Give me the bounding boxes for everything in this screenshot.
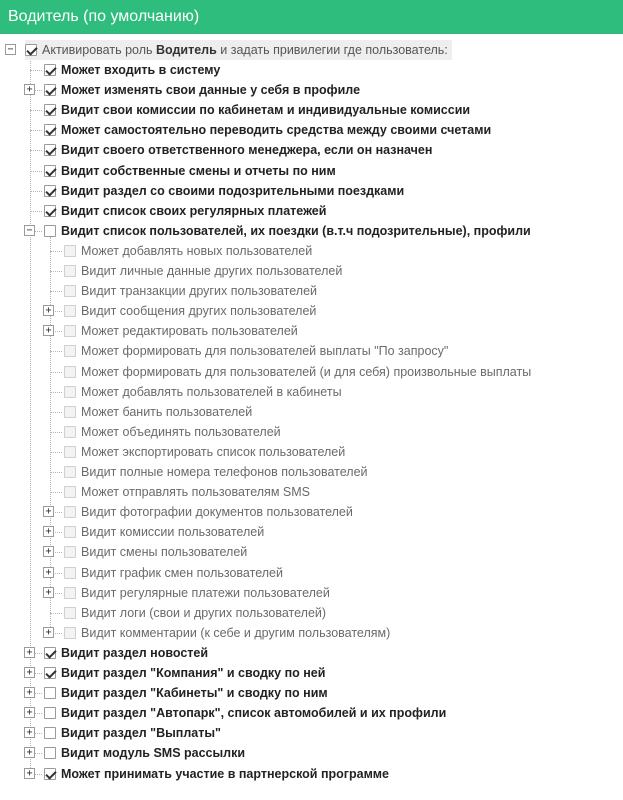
- permission-checkbox: [64, 305, 76, 317]
- permission-checkbox[interactable]: [44, 707, 56, 719]
- permission-row[interactable]: [44, 161, 336, 181]
- permission-checkbox: [64, 446, 76, 458]
- root-checkbox[interactable]: [25, 44, 37, 56]
- permission-checkbox: [64, 466, 76, 478]
- permission-label: Видит личные данные других пользователей: [81, 264, 343, 278]
- tree-connector: [50, 251, 62, 252]
- tree-connector: [30, 130, 42, 131]
- sub-permission-row[interactable]: [64, 522, 264, 542]
- tree-connector: [30, 191, 42, 192]
- permission-label: Видит раздел "Кабинеты" и сводку по ним: [61, 686, 328, 701]
- tree-connector: [30, 110, 42, 111]
- permission-row[interactable]: [44, 221, 531, 241]
- tree-connector: [30, 150, 42, 151]
- tree-connector: [50, 613, 62, 614]
- tree-connector: [50, 271, 62, 272]
- sub-permission-row[interactable]: [64, 462, 368, 482]
- sub-permission-row[interactable]: [64, 241, 312, 261]
- permission-checkbox: [64, 325, 76, 337]
- sub-permission-row[interactable]: [64, 402, 252, 422]
- expand-toggle-icon[interactable]: +: [43, 506, 54, 517]
- permission-checkbox: [64, 526, 76, 538]
- permission-checkbox: [64, 285, 76, 297]
- root-permission-row[interactable]: [25, 40, 452, 60]
- expand-toggle-icon[interactable]: +: [43, 546, 54, 557]
- permission-label: Может принимать участие в партнерской программе: [61, 766, 390, 781]
- permission-row[interactable]: [44, 80, 360, 100]
- permission-label: Видит раздел новостей: [61, 645, 209, 660]
- permission-row[interactable]: [44, 723, 221, 743]
- permission-checkbox: [64, 567, 76, 579]
- permission-label: Видит свои комиссии по кабинетам и индивидуальные комиссии: [61, 103, 471, 118]
- page-title: Водитель (по умолчанию): [8, 8, 200, 25]
- sub-permission-row[interactable]: [64, 502, 353, 522]
- permission-label: Видит транзакции других пользователей: [81, 284, 318, 299]
- permission-checkbox[interactable]: [44, 165, 56, 177]
- sub-permission-row[interactable]: [64, 623, 390, 643]
- permission-row[interactable]: [44, 683, 328, 703]
- expand-toggle-icon[interactable]: +: [43, 305, 54, 316]
- permission-label: Видит полные номера телефонов пользователей: [81, 465, 368, 479]
- permission-label: Может отправлять пользователям SMS: [81, 485, 310, 500]
- permission-row[interactable]: [44, 120, 491, 140]
- expand-toggle-icon[interactable]: +: [24, 768, 35, 779]
- permission-checkbox: [64, 386, 76, 398]
- permission-label: Видит регулярные платежи пользователей: [81, 585, 330, 600]
- tree-connector: [30, 171, 42, 172]
- tree-connector: [30, 70, 42, 71]
- expand-toggle-icon[interactable]: +: [43, 526, 54, 537]
- expand-toggle-icon[interactable]: +: [24, 727, 35, 738]
- tree-connector: [50, 452, 62, 453]
- permission-checkbox[interactable]: [44, 667, 56, 679]
- permission-checkbox[interactable]: [44, 64, 56, 76]
- permission-label: Видит комиссии пользователей: [81, 525, 265, 540]
- sub-permission-row[interactable]: [64, 482, 310, 502]
- permission-label: Может банить пользователей: [81, 404, 253, 419]
- permission-checkbox[interactable]: [44, 747, 56, 759]
- permission-label: Видит список пользователей, их поездки (в.т.ч подозрительные), профили: [61, 223, 531, 238]
- permission-row[interactable]: [44, 100, 470, 120]
- tree-connector: [50, 432, 62, 433]
- tree-connector: [50, 412, 62, 413]
- permission-checkbox[interactable]: [44, 727, 56, 739]
- permission-checkbox[interactable]: [44, 124, 56, 136]
- permission-checkbox: [64, 245, 76, 257]
- permission-checkbox: [64, 587, 76, 599]
- permission-label: Может экспортировать список пользователей: [81, 444, 346, 459]
- sub-permission-row[interactable]: [64, 442, 345, 462]
- permission-row[interactable]: [44, 140, 432, 160]
- expand-toggle-icon[interactable]: +: [24, 84, 35, 95]
- expand-toggle-icon[interactable]: +: [43, 325, 54, 336]
- permission-label: Видит смены пользователей: [81, 545, 248, 560]
- permission-label: Может изменять свои данные у себя в профиле: [61, 83, 361, 98]
- expand-toggle-icon[interactable]: +: [43, 567, 54, 578]
- permission-checkbox: [64, 345, 76, 357]
- permission-label: Видит раздел со своими подозрительными поездками: [61, 183, 405, 198]
- permission-label: Может входить в систему: [61, 63, 221, 77]
- collapse-root-toggle[interactable]: −: [5, 44, 16, 55]
- sub-permission-row[interactable]: [64, 422, 281, 442]
- sub-permission-row[interactable]: [64, 341, 448, 361]
- permission-row[interactable]: [44, 181, 404, 201]
- permission-label: Видит фотографии документов пользователей: [81, 505, 353, 520]
- sub-permission-row[interactable]: [64, 382, 342, 402]
- expand-toggle-icon[interactable]: +: [43, 587, 54, 598]
- sub-permission-row[interactable]: [64, 362, 531, 382]
- sub-permission-row[interactable]: [64, 281, 317, 301]
- permission-row[interactable]: [44, 60, 220, 80]
- permission-label: Видит собственные смены и отчеты по ним: [61, 163, 336, 178]
- permission-checkbox[interactable]: [44, 768, 56, 780]
- sub-permission-row[interactable]: [64, 563, 283, 583]
- root-label: Активировать роль Водитель и задать привилегии где пользователь:: [42, 43, 448, 57]
- permission-row[interactable]: [44, 201, 326, 221]
- expand-toggle-icon[interactable]: +: [24, 707, 35, 718]
- permission-label: Может редактировать пользователей: [81, 324, 298, 339]
- permission-checkbox[interactable]: [44, 205, 56, 217]
- permission-label: Может добавлять новых пользователей: [81, 243, 313, 258]
- permission-checkbox: [64, 546, 76, 558]
- permission-checkbox[interactable]: [44, 185, 56, 197]
- tree-connector: [50, 492, 62, 493]
- permission-label: Может добавлять пользователей в кабинеты: [81, 384, 342, 399]
- permission-checkbox: [64, 426, 76, 438]
- sub-permission-row[interactable]: [64, 261, 342, 281]
- expand-toggle-icon[interactable]: +: [24, 667, 35, 678]
- permission-label: Может формировать для пользователей (и для себя) произвольные выплаты: [81, 364, 532, 379]
- permission-checkbox[interactable]: [44, 225, 56, 237]
- permission-label: Может формировать для пользователей выплаты "По запросу": [81, 344, 449, 359]
- permission-label: Видит сообщения других пользователей: [81, 304, 317, 319]
- permission-label: Видит раздел "Выплаты": [61, 726, 221, 741]
- permission-checkbox: [64, 406, 76, 418]
- tree-connector: [50, 372, 62, 373]
- expand-toggle-icon[interactable]: +: [24, 647, 35, 658]
- tree-connector: [50, 472, 62, 473]
- permission-label: Может самостоятельно переводить средства между своими счетами: [61, 123, 492, 138]
- sub-permission-row[interactable]: [64, 603, 326, 623]
- sub-permission-row[interactable]: [64, 321, 298, 341]
- tree-connector: [50, 392, 62, 393]
- collapse-toggle-icon[interactable]: −: [24, 225, 35, 236]
- permission-label: Видит график смен пользователей: [81, 565, 283, 580]
- permission-label: Может объединять пользователей: [81, 424, 281, 439]
- sub-permission-row[interactable]: [64, 583, 330, 603]
- expand-toggle-icon[interactable]: +: [24, 687, 35, 698]
- permission-checkbox[interactable]: [44, 84, 56, 96]
- permission-row[interactable]: [44, 703, 446, 723]
- permission-checkbox[interactable]: [44, 687, 56, 699]
- permission-label: Видит комментарии (к себе и другим пользователям): [81, 625, 391, 640]
- permission-row[interactable]: [44, 643, 208, 663]
- tree-connector: [50, 291, 62, 292]
- permission-checkbox: [64, 486, 76, 498]
- tree-connector: [30, 211, 42, 212]
- sub-permission-row[interactable]: [64, 301, 316, 321]
- expand-toggle-icon[interactable]: +: [43, 627, 54, 638]
- permission-label: Видит раздел "Автопарк", список автомобилей и их профили: [61, 706, 447, 721]
- permission-checkbox: [64, 366, 76, 378]
- permission-checkbox[interactable]: [44, 144, 56, 156]
- permission-checkbox[interactable]: [44, 647, 56, 659]
- tree-connector: [50, 351, 62, 352]
- sub-permission-row[interactable]: [64, 542, 247, 562]
- permission-label: Видит своего ответственного менеджера, если он назначен: [61, 143, 433, 158]
- permission-checkbox: [64, 627, 76, 639]
- permission-checkbox: [64, 607, 76, 619]
- permission-checkbox: [64, 506, 76, 518]
- permission-row[interactable]: [44, 743, 245, 763]
- permission-checkbox[interactable]: [44, 104, 56, 116]
- permission-label: Видит логи (свои и других пользователей): [81, 605, 327, 620]
- permission-checkbox: [64, 265, 76, 277]
- tree-guide-line: [30, 56, 31, 774]
- permission-label: Видит раздел "Компания" и сводку по ней: [61, 666, 326, 680]
- permission-row[interactable]: [44, 764, 389, 784]
- permission-row[interactable]: [44, 663, 325, 683]
- permission-label: Видит модуль SMS рассылки: [61, 746, 246, 761]
- expand-toggle-icon[interactable]: +: [24, 747, 35, 758]
- permission-label: Видит список своих регулярных платежей: [61, 203, 327, 218]
